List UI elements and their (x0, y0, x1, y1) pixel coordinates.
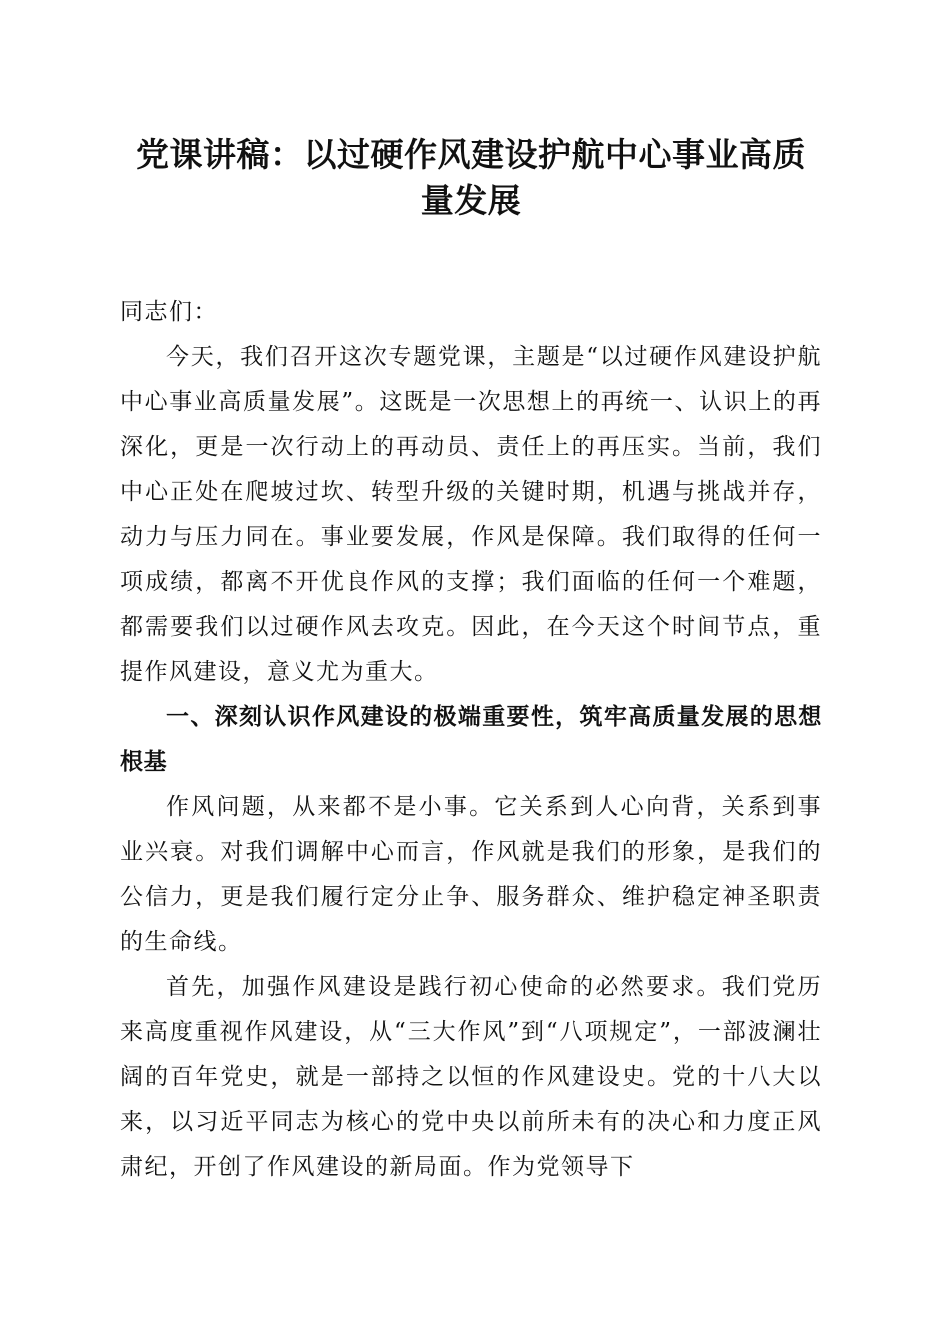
intro-paragraph: 今天，我们召开这次专题党课，主题是“以过硬作风建设护航中心事业高质量发展”。这既是一次思想上的再统一、认识上的再深化，更是一次行动上的再动员、责任上的再压实。当前，我们中心正处在爬坡过坎、转型升级的关键时期，机遇与挑战并存，动力与压力同在。事业要发展，作风是保障。我们取得的任何一项成绩，都离不开优良作风的支撑；我们面临的任何一个难题，都需要我们以过硬作风去攻克。因此，在今天这个时间节点，重提作风建设，意义尤为重大。 (120, 344, 822, 685)
section-1-paragraph: 作风问题，从来都不是小事。它关系到人心向背，关系到事业兴衰。对我们调解中心而言，作风就是我们的形象，是我们的公信力，更是我们履行定分止争、服务群众、维护稳定神圣职责的生命线。 (120, 794, 822, 955)
section-heading-1: 一、深刻认识作风建设的极端重要性，筑牢高质量发展的思想根基 (120, 704, 822, 775)
document-title: 党课讲稿：以过硬作风建设护航中心事业高质量发展 (136, 135, 806, 220)
section-1-paragraph: 首先，加强作风建设是践行初心使命的必然要求。我们党历来高度重视作风建设，从“三大作风”到“八项规定”，一部波澜壮阔的百年党史，就是一部持之以恒的作风建设史。党的十八大以来，以习近平同志为核心的党中央以前所未有的决心和力度正风肃纪，开创了作风建设的新局面。作为党领导下 (120, 974, 822, 1180)
document-page (120, 132, 822, 1190)
document-body (120, 290, 822, 1190)
salutation: 同志们： (120, 299, 218, 325)
